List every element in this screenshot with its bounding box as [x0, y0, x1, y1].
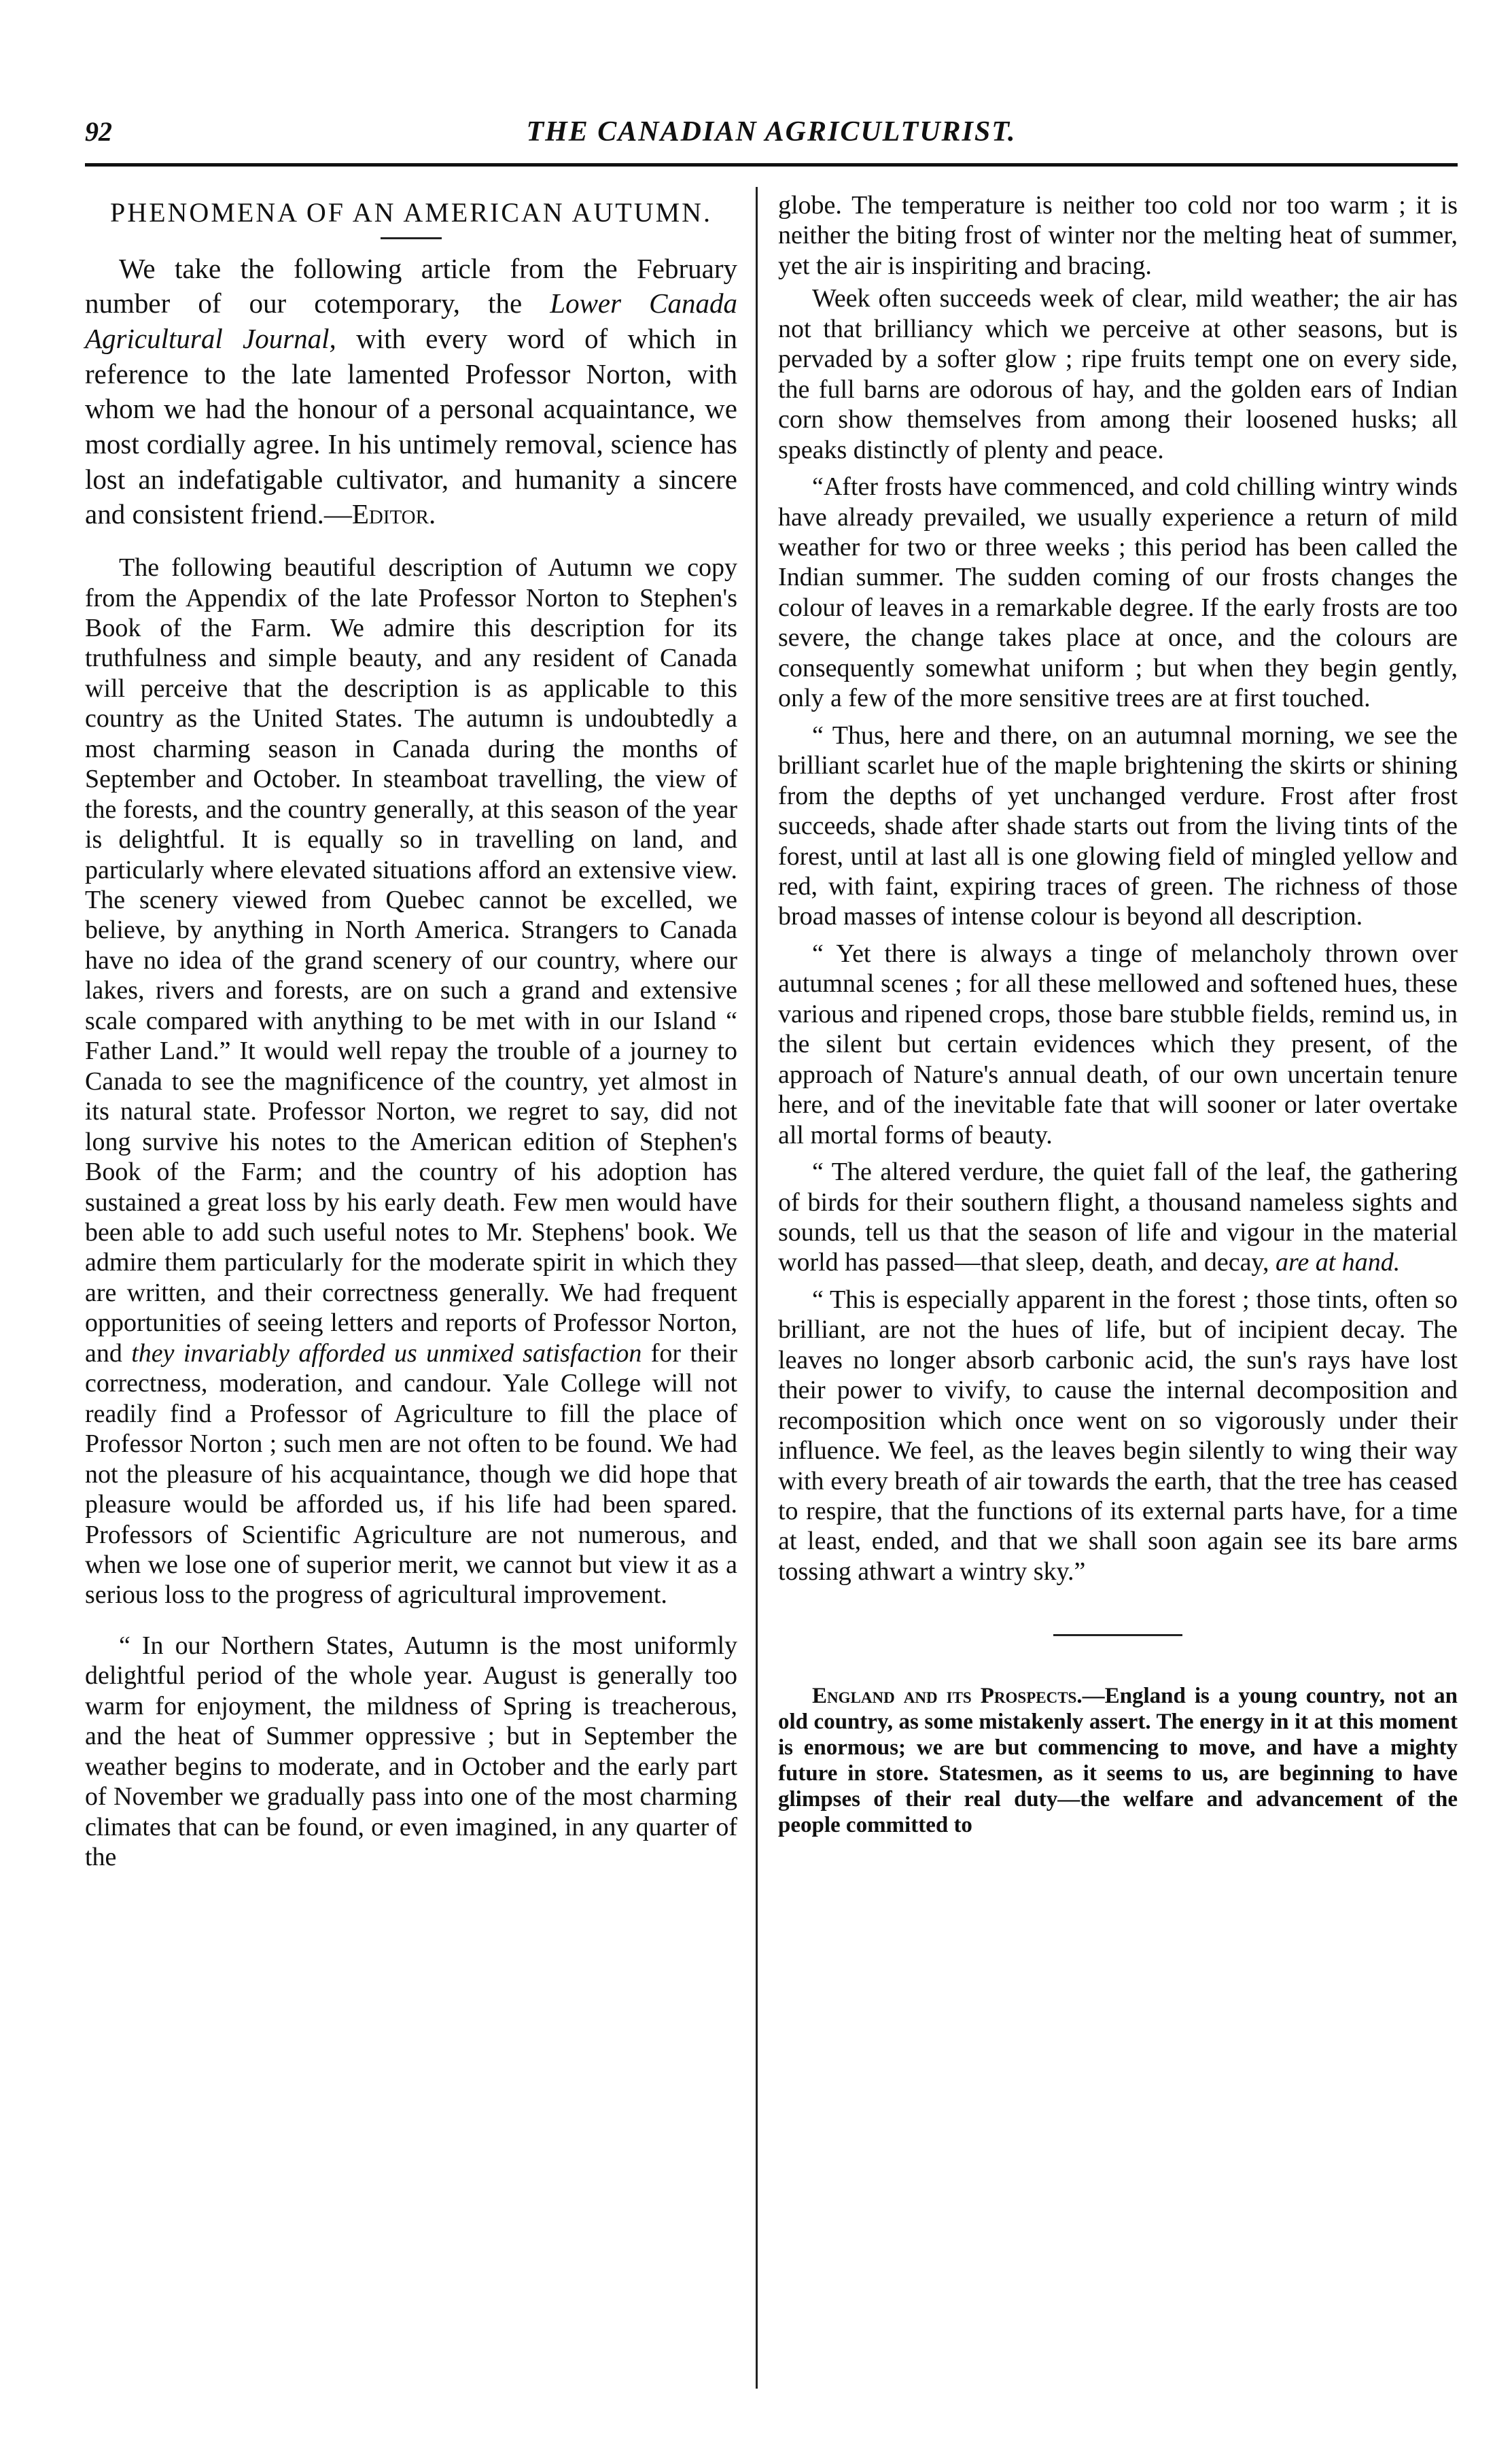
- editor-intro: [85, 252, 737, 532]
- next-article: [778, 1684, 1458, 1839]
- paragraph-text: The following beautiful description of Autumn we copy from the Appendix of the late Professor Norton to Stephen's Book of the Farm. We admire this description for its truthfulness and simple beauty, and any resident of Canada will perceive that the description is as applicable to this country as the United States. The autumn is undoubtedly a most charming season in Canada during the months of September and October. In steamboat travelling, the view of the forests, and the country generally, at this season of the year is delightful. It is equally so in travelling on land, and particularly where elevated situations afford an extensive view. The scenery viewed from Quebec cannot be excelled, we believe, by anything in North America. Strangers to Canada have no idea of the grand scenery of our country, where our lakes, rivers and forests, are on such a grand and extensive scale compared with anything to be met with in our Island “ Father Land.” It would well repay the trouble of a journey to Canada to see the magnificence of the country, yet almost in its natural state. Professor Norton, we regret to say, did not long survive his notes to the American edition of Stephen's Book of the Farm; and the country of his adoption has sustained a great loss by his early death. Few men would have been able to add such useful notes to Mr. Stephens' book. We admire them particularly for the moderate spirit in which they are written, and their correctness generally. We had frequent opportunities of seeing letters and reports of Professor Norton, and: [85, 553, 737, 1368]
- running-title: THE CANADIAN AGRICULTURIST.: [526, 116, 1017, 148]
- intro-text: We take the following article from the February number of our cotemporary, the: [85, 252, 737, 319]
- paragraph-text: “ The altered verdure, the quiet fall of the leaf, the gathering of birds for their southern flight, a thousand nameless sights and sounds, tell us that the season of life and vigour in the material world has passed—that sleep, death, and decay,: [778, 1158, 1458, 1277]
- intro-text-rest: with every word of which in reference to the late lamented Professor Norton, with whom we had the honour of a personal acquaintance, we most cordially agree. In his untimely removal, science has lost an indefatigable cultivator, and humanity a sincere and consistent friend.—: [85, 323, 737, 530]
- next-article-heading: England and its Prospects.: [812, 1684, 1083, 1709]
- paragraph-text: for their correctness, moderation, and candour. Yale College will not readily find a Professor of Agriculture to fill the place of Professor Norton ; such men are not often to be found. We had not the pleasure of his acquaintance, though we did hope that pleasure would be afforded us, if his life had been spared. Professors of Scientific Agriculture are not numerous, and when we lose one of superior merit, we cannot but view it as a serious loss to the progress of agricultural improvement.: [85, 1338, 738, 1610]
- journal-name: Lower Canada Agricultural Journal,: [85, 288, 737, 355]
- emphasis-text: they invariably afforded us unmixed satisfaction: [131, 1338, 642, 1368]
- column-divider: [756, 187, 758, 2389]
- paragraph: [85, 553, 737, 1610]
- quoted-paragraph: “After frosts have commenced, and cold chilling wintry winds have already prevailed, we usually experience a return of mild weather for two or three weeks ; this period has been called the Indian summer. The sudden coming of our frosts changes the colour of leaves in a remarkable degree. If the early frosts are too severe, the change takes place at once, and the colours are consequently somewhat uniform ; but when they begin gently, only a few of the more sensitive trees are at first touched.: [778, 472, 1458, 713]
- emphasis-text: are at hand.: [1275, 1248, 1401, 1277]
- title-rule: [381, 237, 442, 239]
- quoted-paragraph: “ Yet there is always a tinge of melancholy thrown over autumnal scenes ; for all these mellowed and softened hues, these various and ripened crops, those bare stubble fields, remind us, in the silent but certain evidences which they present, of the approach of Nature's annual death, of our own uncertain tenure here, and of the inevitable fate that will sooner or later overtake all mortal forms of beauty.: [778, 939, 1458, 1149]
- quoted-paragraph: “ This is especially apparent in the forest ; those tints, often so brilliant, are not the hues of life, but of incipient decay. The leaves no longer absorb carbonic acid, the sun's rays have lost their power to vivify, to cause the internal decomposition and recomposition which once went on so vigorously under their influence. We feel, as the leaves begin silently to wing their way with every breath of air towards the earth, that the tree has ceased to respire, that the functions of its external parts have, for a time at least, ended, and that we shall soon again see its bare arms tossing athwart a wintry sky.”: [778, 1285, 1458, 1586]
- right-column: [778, 190, 1458, 2395]
- quoted-paragraph: “ In our Northern States, Autumn is the most uniformly delightful period of the whole year. August is generally too warm for enjoyment, the mildness of Spring is treacherous, and the heat of Summer oppressive ; but in September the weather begins to moderate, and in October and the early part of November we gradually pass into one of the most charming climates that can be found, or even imagined, in any quarter of the: [85, 1631, 737, 1872]
- editor-signoff: Editor.: [351, 498, 436, 530]
- quoted-paragraph-continued: globe. The temperature is neither too cold nor too warm ; it is neither the biting frost of winter nor the melting heat of summer, yet the air is inspiriting and bracing.: [778, 191, 1458, 280]
- left-column: [85, 190, 737, 2395]
- next-article-text: —England is a young country, not an old country, as some mistakenly assert. The energy in it at this moment is enormous; we are but commencing to move, and have a mighty future in store. Statesmen, as it seems to us, are beginning to have glimpses of their real duty—the welfare and advancement of the people committed to: [778, 1684, 1458, 1838]
- quoted-paragraph: [778, 1157, 1458, 1278]
- running-header: [85, 116, 1458, 167]
- article-title: PHENOMENA OF AN AMERICAN AUTUMN.: [109, 197, 713, 228]
- quoted-paragraph: “ Thus, here and there, on an autumnal morning, we see the brilliant scarlet hue of the maple brightening the skirts or shining from the depths of yet unchanged verdure. Frost after frost succeeds, shade after shade starts out from the living tints of the forest, until at last all is one glowing field of mingled yellow and red, with faint, expiring traces of green. The richness of those broad masses of intense colour is beyond all description.: [778, 721, 1458, 931]
- quoted-paragraph: Week often succeeds week of clear, mild weather; the air has not that brilliancy which we perceive at other seasons, but is pervaded by a softer glow ; ripe fruits tempt one on every side, the full barns are odorous of hay, and the golden ears of Indian corn show themselves from among their loosened husks; all speaks distinctly of plenty and peace.: [778, 284, 1458, 464]
- page-number: 92: [85, 116, 112, 147]
- section-rule: [1053, 1634, 1182, 1636]
